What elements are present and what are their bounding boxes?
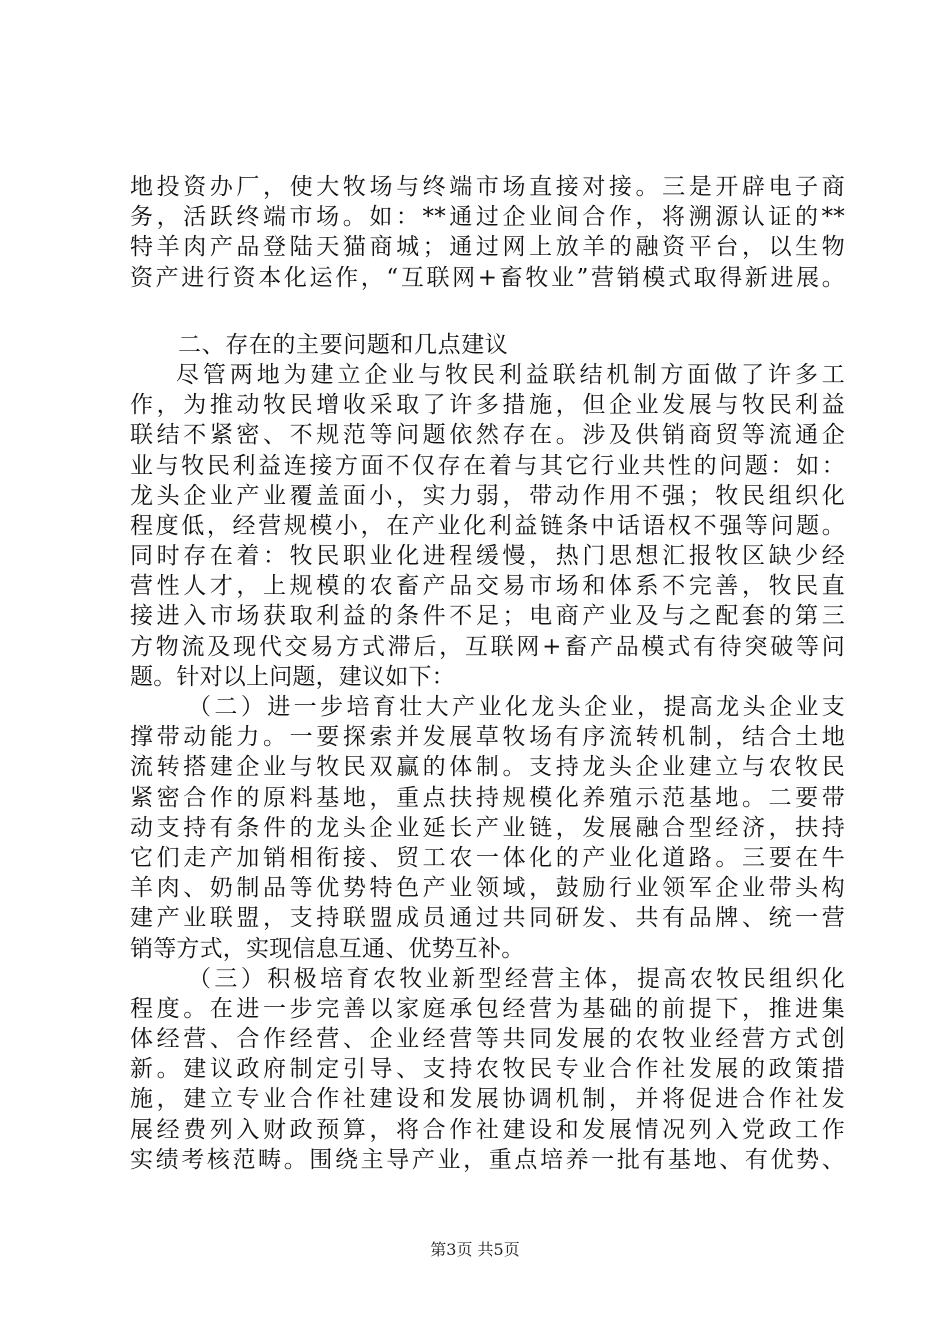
text-line: 新。建议政府制定引导、支持农牧民专业合作社发展的政策措 (130, 1056, 845, 1083)
paragraph-1 (130, 360, 845, 692)
document-body (130, 172, 845, 1175)
text-line: 羊肉、奶制品等优势特色产业领域，鼓励行业领军企业带头构 (130, 875, 845, 902)
text-line: （二）进一步培育壮大产业化龙头企业，提高龙头企业支 (188, 694, 845, 720)
paragraph-3 (130, 964, 845, 1175)
text-line: 尽管两地为建立企业与牧民利益联结机制方面做了许多工 (176, 361, 845, 388)
page-number: 第3页 共5页 (430, 1240, 520, 1259)
section-heading: 二、存在的主要问题和几点建议 (178, 331, 509, 358)
text-line: 同时存在着：牧民职业化进程缓慢，热门思想汇报牧区缺少经 (130, 543, 845, 570)
text-line: 题。针对以上问题，建议如下： (130, 663, 455, 690)
text-line: 撑带动能力。一要探索并发展草牧场有序流转机制，结合土地 (130, 724, 845, 751)
text-line: 施，建立专业合作社建设和发展协调机制，并将促进合作社发 (130, 1086, 845, 1113)
text-line: 方物流及现代交易方式滞后，互联网+畜产品模式有待突破等问 (130, 633, 845, 660)
text-line: 建产业联盟，支持联盟成员通过共同研发、共有品牌、统一营 (130, 905, 845, 932)
text-line: 程度低，经营规模小，在产业化利益链条中话语权不强等问题。 (130, 512, 845, 539)
text-line: 特羊肉产品登陆天猫商城；通过网上放羊的融资平台，以生物 (130, 234, 845, 261)
text-line: 紧密合作的原料基地，重点扶持规模化养殖示范基地。二要带 (130, 784, 845, 811)
text-line: 展经费列入财政预算，将合作社建设和发展情况列入党政工作 (130, 1116, 845, 1143)
top-paragraph (130, 172, 845, 293)
text-line: 销等方式，实现信息互通、优势互补。 (130, 935, 525, 962)
paragraph-gap (130, 293, 845, 330)
paragraph-2 (130, 692, 845, 964)
text-line: 业与牧民利益连接方面不仅存在着与其它行业共性的问题：如： (130, 452, 845, 479)
text-line: 务，活跃终端市场。如：**通过企业间合作，将溯源认证的** (130, 204, 845, 231)
text-line: 龙头企业产业覆盖面小，实力弱，带动作用不强；牧民组织化 (130, 482, 845, 509)
text-line: 接进入市场获取利益的条件不足；电商产业及与之配套的第三 (130, 603, 845, 630)
text-line: 地投资办厂，使大牧场与终端市场直接对接。三是开辟电子商 (130, 174, 845, 200)
text-line: 程度。在进一步完善以家庭承包经营为基础的前提下，推进集 (130, 995, 845, 1022)
text-line: 资产进行资本化运作，“互联网+畜牧业”营销模式取得新进展。 (130, 264, 845, 291)
text-line: 实绩考核范畴。围绕主导产业，重点培养一批有基地、有优势、 (130, 1146, 845, 1173)
text-line: 它们走产加销相衔接、贸工农一体化的产业化道路。三要在牛 (130, 844, 845, 871)
text-line: （三）积极培育农牧业新型经营主体，提高农牧民组织化 (188, 965, 845, 992)
text-line: 动支持有条件的龙头企业延长产业链，发展融合型经济，扶持 (130, 814, 845, 841)
text-line: 营性人才，上规模的农畜产品交易市场和体系不完善，牧民直 (130, 573, 845, 600)
text-line: 体经营、合作经营、企业经营等共同发展的农牧业经营方式创 (130, 1026, 845, 1053)
text-line: 作，为推动牧民增收采取了许多措施，但企业发展与牧民利益 (130, 392, 845, 419)
text-line: 流转搭建企业与牧民双赢的体制。支持龙头企业建立与农牧民 (130, 754, 845, 781)
text-line: 联结不紧密、不规范等问题依然存在。涉及供销商贸等流通企 (130, 422, 845, 449)
